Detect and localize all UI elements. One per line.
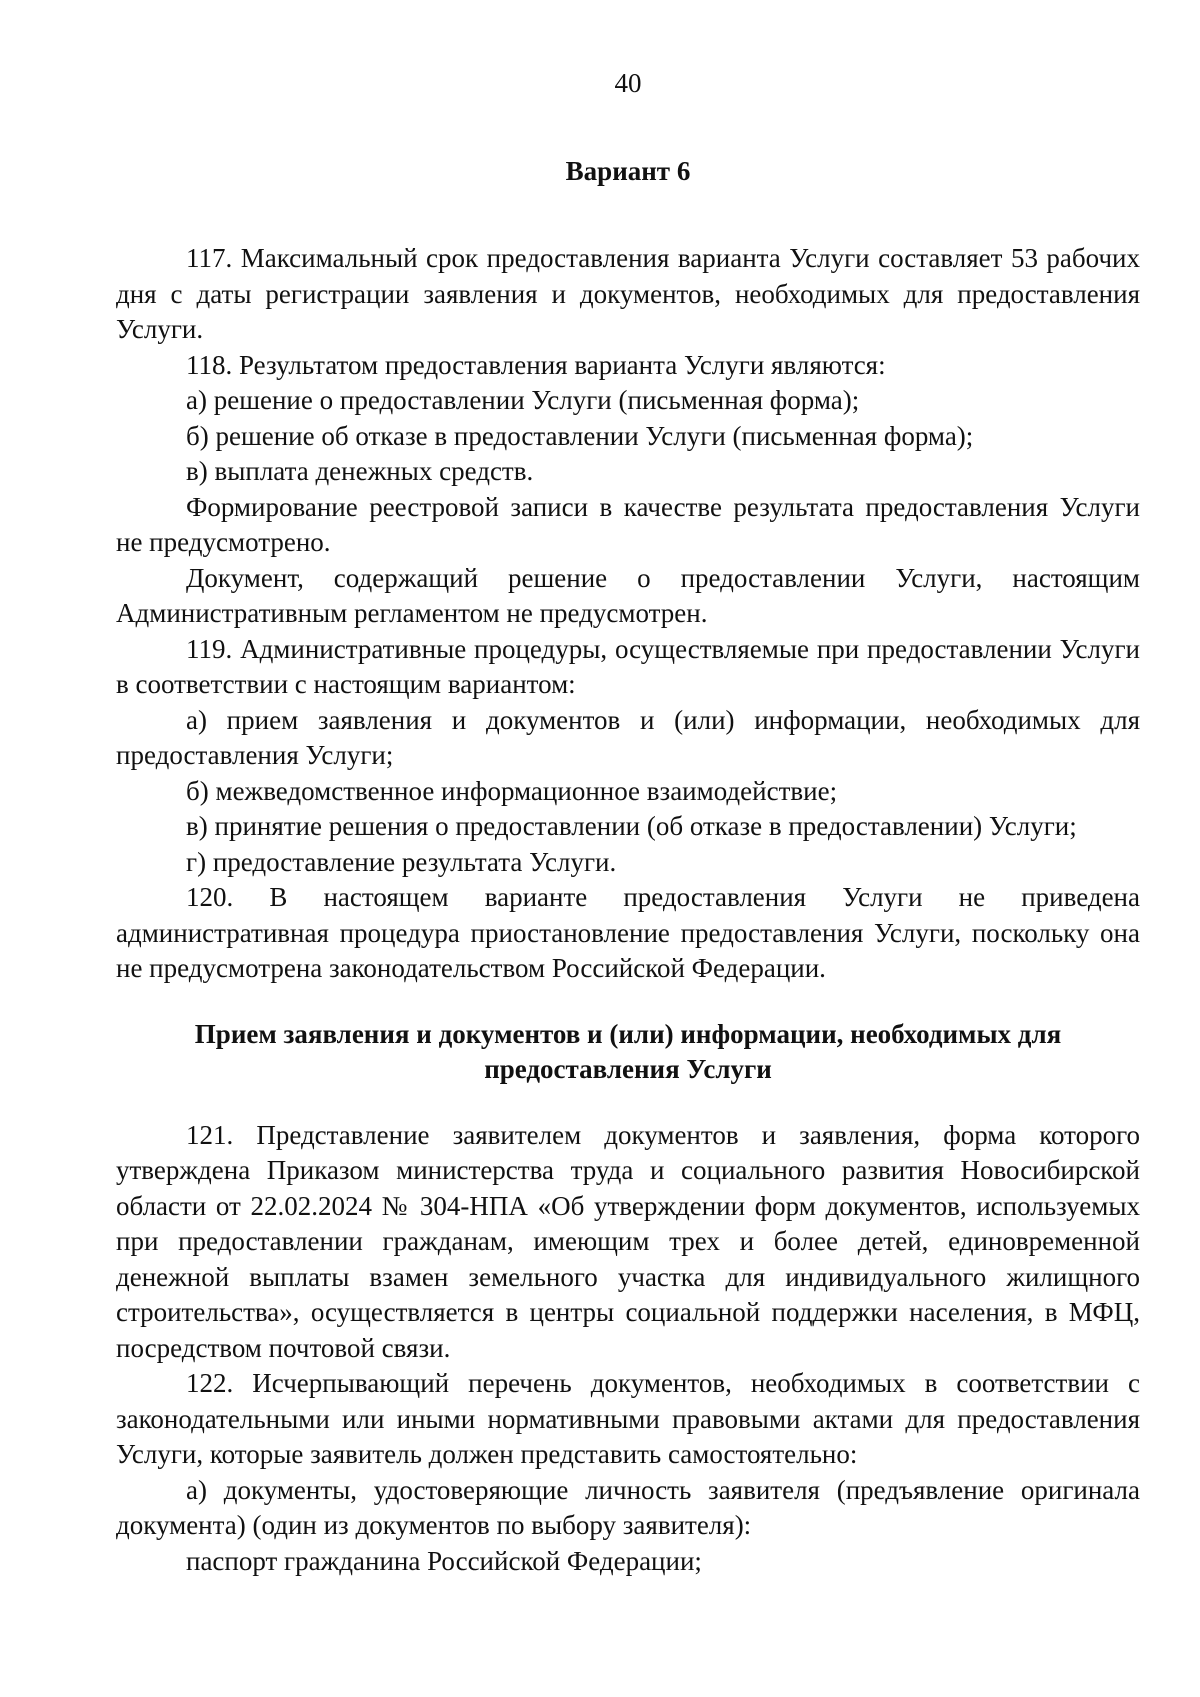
- section-body-1: [116, 241, 1140, 987]
- list-item-118-c: в) выплата денежных средств.: [186, 456, 534, 486]
- paragraph-118: 118. Результатом предоставления варианта Услуги являются:: [186, 349, 886, 380]
- paragraph-122: 122. Исчерпывающий перечень документов, необходимых в соответствии с законодательными или иными нормативными правовыми актами для предоставления Услуги, которые заявитель должен представить самостоятельно:: [116, 1368, 1140, 1469]
- paragraph-117: 117. Максимальный срок предоставления варианта Услуги составляет 53 рабочих дня с даты регистрации заявления и документов, необходимых для предоставления Услуги.: [116, 243, 1140, 344]
- page-number: 40: [614, 68, 642, 98]
- list-item-119-a: а) прием заявления и документов и (или) информации, необходимых для предоставления Услуги;: [116, 704, 1140, 770]
- list-item-118-a: а) решение о предоставлении Услуги (письменная форма);: [186, 385, 860, 415]
- list-item-119-c: в) принятие решения о предоставлении (об отказе в предоставлении) Услуги;: [186, 811, 1077, 841]
- list-item-118-b: б) решение об отказе в предоставлении Услуги (письменная форма);: [186, 420, 974, 451]
- list-item-119-b: б) межведомственное информационное взаимодействие;: [186, 775, 838, 806]
- section-heading-variant: Вариант 6: [565, 155, 691, 186]
- paragraph-119: 119. Административные процедуры, осуществляемые при предоставлении Услуги в соответствии с настоящим вариантом:: [116, 633, 1140, 699]
- list-item-122-a: а) документы, удостоверяющие личность заявителя (предъявление оригинала документа) (один из документов по выбору заявителя):: [116, 1474, 1140, 1540]
- list-item-passport: паспорт гражданина Российской Федерации;: [186, 1545, 702, 1576]
- paragraph-decision-document: Документ, содержащий решение о предоставлении Услуги, настоящим Административным регламентом не предусмотрен.: [116, 562, 1140, 628]
- list-item-119-d: г) предоставление результата Услуги.: [186, 846, 617, 877]
- section-heading-application: Прием заявления и документов и (или) информации, необходимых для предоставления Услуги: [194, 1018, 1062, 1084]
- paragraph-registry-record: Формирование реестровой записи в качестве результата предоставления Услуги не предусмотрено.: [116, 491, 1140, 557]
- paragraph-120: 120. В настоящем варианте предоставления Услуги не приведена административная процедура приостановление предоставления Услуги, поскольку она не предусмотрена законодательством Российской Федерации.: [116, 882, 1140, 983]
- section-body-2: [116, 1118, 1140, 1580]
- paragraph-121: 121. Представление заявителем документов и заявления, форма которого утверждена Приказом министерства труда и социального развития Новосибирской области от 22.02.2024 № 304-НПА «Об утверждении форм документов, используемых при предоставлении гражданам, имеющим трех и более детей, единовременной денежной выплаты взамен земельного участка для индивидуального жилищного строительства», осуществляется в центры социальной поддержки населения, в МФЦ, посредством почтовой связи.: [116, 1119, 1140, 1363]
